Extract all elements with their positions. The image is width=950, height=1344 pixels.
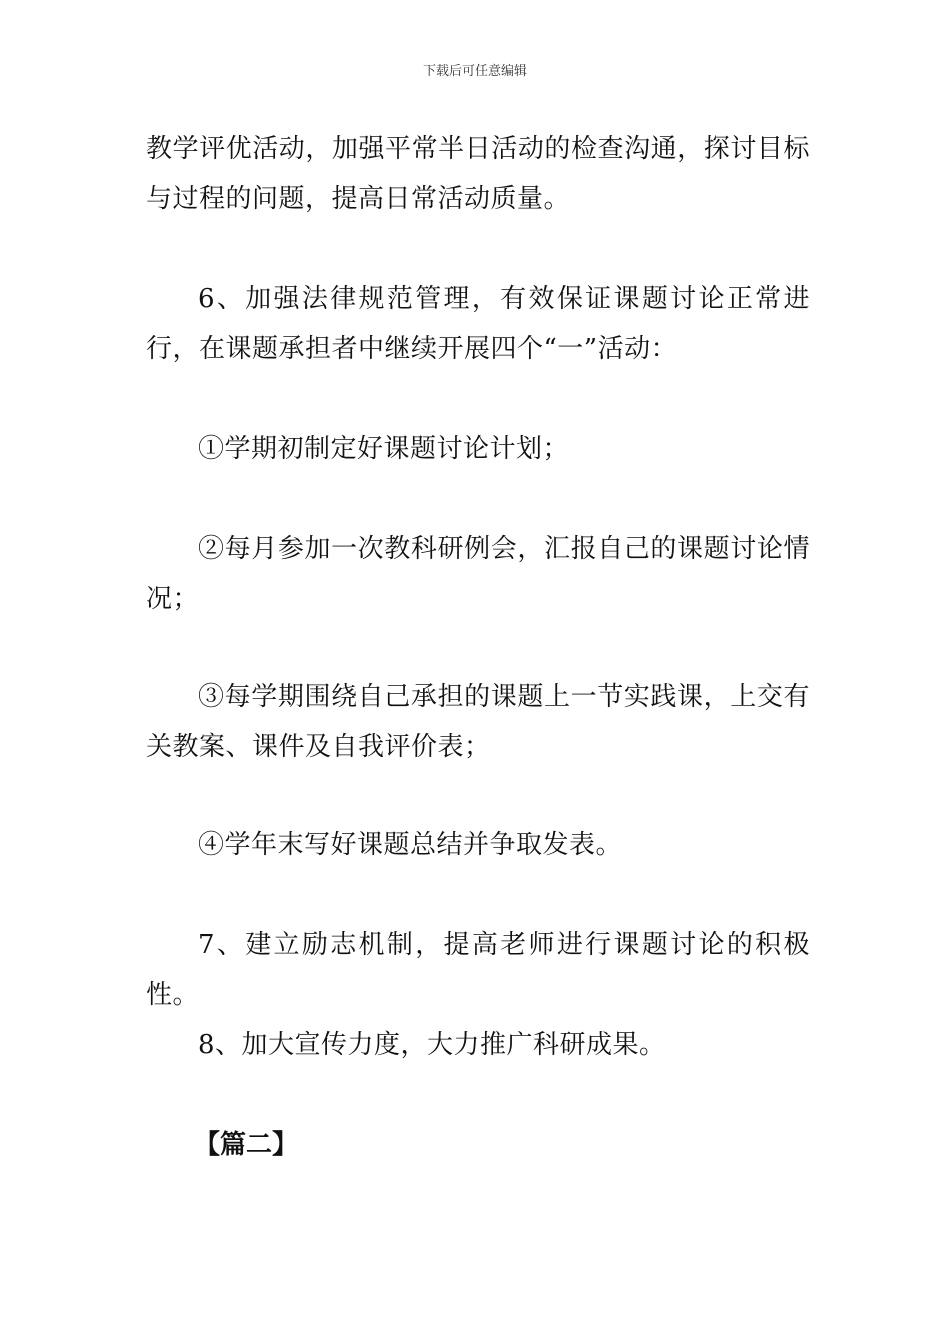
paragraph-item-6: 6、加强法律规范管理，有效保证课题讨论正常进行，在课题承担者中继续开展四个“一”活动：: [146, 284, 810, 364]
section-heading: 【篇二】: [194, 1130, 299, 1160]
paragraph-sub-item-3: ③每学期围绕自己承担的课题上一节实践课，上交有关教案、课件及自我评价表；: [146, 682, 810, 762]
paragraph-item-7: 7、建立励志机制，提高老师进行课题讨论的积极性。: [146, 930, 810, 1010]
page-header: 下载后可任意编辑: [422, 64, 527, 79]
paragraph-sub-item-1: ①学期初制定好课题讨论计划；: [198, 434, 570, 464]
paragraph-sub-item-4: ④学年末写好课题总结并争取发表。: [198, 830, 623, 860]
paragraph-item-8: 8、加大宣传力度，大力推广科研成果。: [198, 1030, 666, 1060]
paragraph-activity-quality: 教学评优活动，加强平常半日活动的检查沟通，探讨目标与过程的问题，提高日常活动质量。: [146, 134, 810, 214]
paragraph-sub-item-2: ②每月参加一次教科研例会，汇报自己的课题讨论情况；: [146, 534, 810, 614]
